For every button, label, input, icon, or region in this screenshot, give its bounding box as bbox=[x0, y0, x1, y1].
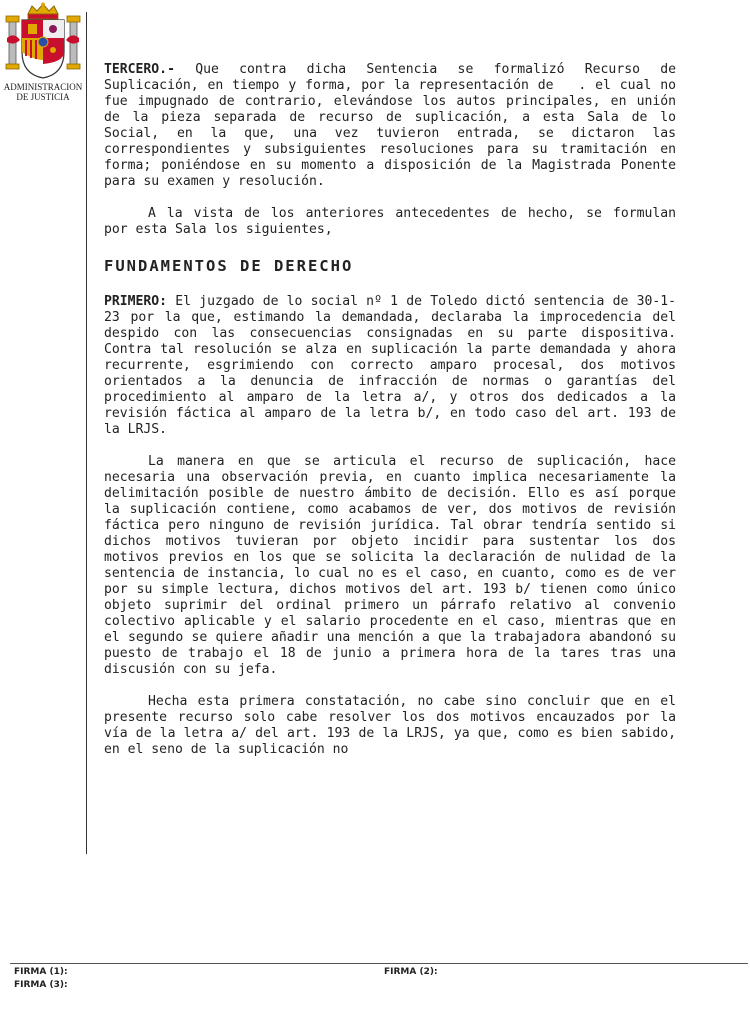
hecha-paragraph: Hecha esta primera constatación, no cabe sino concluir que en el presente recurso solo cabe resolver los dos motivos encauzados por la vía de la letra a/ del art. 193 de la LRJS, ya que, como es bien sabido, en el seno de la suplicación no bbox=[104, 694, 676, 757]
primero-paragraph bbox=[104, 294, 676, 438]
logo-caption-line2: DE JUSTICIA bbox=[16, 92, 70, 102]
firma-2-label: FIRMA (2): bbox=[384, 967, 438, 977]
margin-line bbox=[86, 12, 87, 854]
footer-divider bbox=[10, 963, 748, 964]
tercero-label: TERCERO.- bbox=[104, 62, 175, 77]
tercero-text-1: Que contra dicha Sentencia se formalizó Recurso de Suplicación, en tiempo y forma, por la representación de bbox=[104, 62, 676, 93]
coat-of-arms-logo bbox=[0, 0, 86, 104]
logo-caption bbox=[0, 82, 86, 102]
tercero-paragraph bbox=[104, 62, 676, 190]
tercero-text-2: . el cual no fue impugnado de contrario, elevándose los autos principales, en unión de la pieza separada de recurso de suplicación, a esta Sala de lo Social, en la que, una vez tuvieron entrada, se dictaron las correspondientes y subsiguientes resoluciones para su tramitación en forma; poniéndose en su momento a disposición de la Magistrada Ponente para su examen y resolución. bbox=[104, 78, 676, 189]
spacer bbox=[104, 678, 676, 694]
firma-1-label: FIRMA (1): bbox=[14, 967, 68, 977]
firma-3-label: FIRMA (3): bbox=[14, 980, 68, 990]
primero-text: El juzgado de lo social nº 1 de Toledo dictó sentencia de 30-1-23 por la que, estimando la demandada, declaraba la improcedencia del despido con las consecuencias consignadas en su parte dispositiva. Contra tal resolución se alza en suplicación la parte demandada y ahora recurrente, esgrimiendo con correcto amparo procesal, dos motivos orientados a la denuncia de infracción de normas o garantías del procedimiento al amparo de la letra a/, y otros dos dedicados a la revisión fáctica al amparo de la letra b/, en todo caso del art. 193 de la LRJS. bbox=[104, 294, 676, 437]
section-heading: FUNDAMENTOS DE DERECHO bbox=[104, 257, 354, 275]
antecedentes-paragraph: A la vista de los anteriores antecedentes de hecho, se formulan por esta Sala los siguientes, bbox=[104, 206, 676, 237]
spacer bbox=[104, 438, 676, 454]
spacer bbox=[104, 190, 676, 206]
spain-coat-of-arms-icon bbox=[4, 2, 82, 82]
manera-paragraph: La manera en que se articula el recurso de suplicación, hace necesaria una observación previa, en cuanto implica necesariamente la delimitación posible de nuestro ámbito de decisión. Ello es así porque la suplicación contiene, como acabamos de ver, dos motivos de revisión fáctica pero ninguno de revisión jurídica. Tal obrar tendría sentido si dichos motivos tuvieran por objeto incidir para sustentar los dos motivos previos en los que se solicita la declaración de nulidad de la sentencia de instancia, lo cual no es el caso, en cuanto, como es de ver por su simple lectura, dichos motivos del art. 193 b/ tienen como único objeto suprimir del ordinal primero un párrafo relativo al convenio colectivo aplicable y el salario procedente en el caso, mientras que en el segundo se quiere añadir una mención a que la trabajadora abandonó su puesto de trabajo el 18 de junio a primera hora de la tares tras una discusión con su jefa. bbox=[104, 454, 676, 677]
primero-label: PRIMERO: bbox=[104, 294, 168, 309]
document-body bbox=[104, 62, 676, 758]
logo-caption-line1: ADMINISTRACION bbox=[3, 82, 83, 92]
